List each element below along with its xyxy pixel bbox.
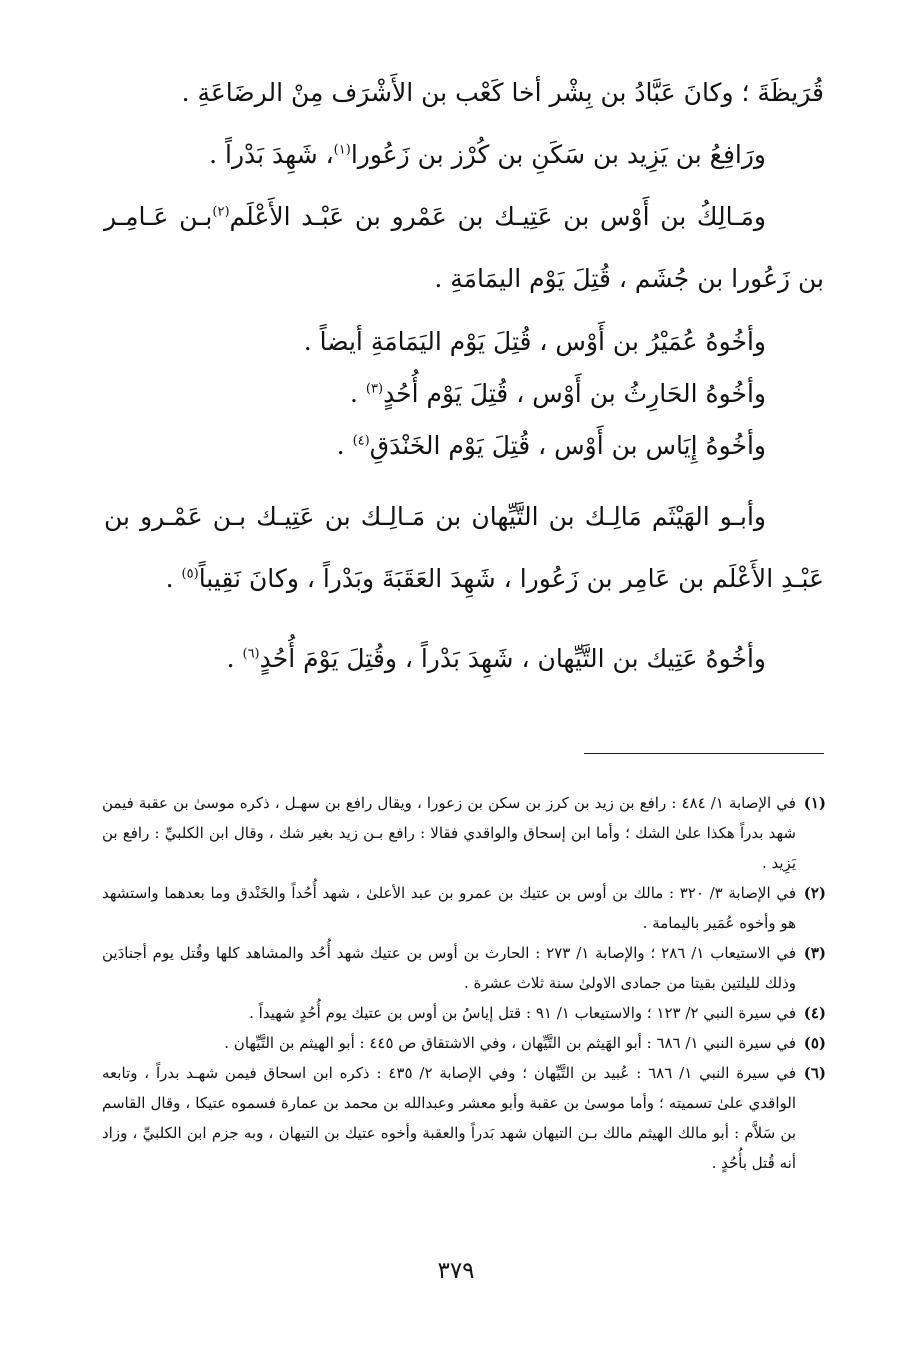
paragraph-text: وأخُوهُ عَتِيك بن التَّيِّهان ، شَهِدَ بَدْراً ، وقُتِلَ يَوْمَ أُحُدٍ: [259, 644, 766, 673]
footnote-4: [102, 998, 826, 1028]
paragraph-text-end: بـن عَـامِـر بن زَعُورا بن جُشَم ، قُتِلَ يَوْم اليمَامَةِ .: [104, 202, 824, 293]
paragraph-qurayza: [104, 62, 824, 124]
list-item-text: وأخُوهُ عُمَيْرُ بن أَوْس ، قُتِلَ يَوْم اليَمَامَةِ أيضاً .: [303, 327, 766, 356]
list-item: [104, 420, 766, 472]
footnote-ref[interactable]: (٢): [212, 204, 230, 220]
footnote-number: (١): [803, 794, 826, 812]
list-item-text: وأخُوهُ الحَارِثُ بن أَوْس ، قُتِلَ يَوْم أُحُدٍ: [383, 379, 766, 408]
list-item-text: وأخُوهُ إِيَاس بن أَوْس ، قُتِلَ يَوْم الخَنْدَقِ: [369, 431, 766, 460]
footnote-ref[interactable]: (٦): [242, 646, 260, 662]
footnote-2: [102, 878, 826, 938]
paragraph-rafi: [104, 124, 824, 186]
paragraph-text-end: .: [226, 644, 243, 673]
paragraph-text: ومَـالِكُ بن أَوْس بن عَتِيـك بن عَمْرو بن عَبْـد الأَعْلَم: [229, 202, 766, 231]
footnote-ref[interactable]: (٤): [352, 433, 370, 449]
footnote-text: في الإصابة ١/ ٤٨٤ : رافع بن زيد بن كرز بن سكن بن زعورا ، ويقال رافع بن سهـل ، ذكره موسىٰ بن عقبة فيمن شهد بدراً هكذا علىٰ الشك ؛ وأما ابن إسحاق والواقدي فقالا : رافع بـن زيد بغير شك ، وقال ابن الكلبيِّ : رافع بن يَزِيد .: [102, 794, 796, 872]
footnote-text: في سيرة النبي ١/ ٦٨٦ : عُبيد بن التَّيِّهان ؛ وفي الإصابة ٢/ ٤٣٥ : ذكره ابن اسحاق فيمن شهـد بدراً ، وتابعه الواقدي علىٰ تسميته ؛ وأما موسىٰ بن عقبة وأبو معشر وعبدالله بن محمد بن عمارة فسموه عتيكا ، وقال القاسم بن سَلاَّم : أبو مالك الهيثم مالك بـن التيهان شهد بَدراً والعقبة وأخوه عتيك بن التيهان ، وبه جزم ابن الكلبيِّ ، وزاد أنه قُتل بأُحُدٍ .: [102, 1064, 797, 1172]
footnote-text: في سيرة النبي ١/ ٦٨٦ : أبو الهَيثم بن التَّيِّهان ، وفي الاشتقاق ص ٤٤٥ : أبو الهيثم بن التَّيِّهان .: [224, 1034, 796, 1052]
list-item-text-end: .: [336, 431, 353, 460]
paragraph-text-end: ، شَهِدَ بَدْراً .: [209, 140, 334, 169]
footnote-divider: [584, 753, 824, 754]
footnote-ref[interactable]: (١): [333, 142, 351, 158]
list-item: [104, 368, 766, 420]
main-text-block: [104, 62, 824, 690]
list-item-text-end: .: [350, 379, 366, 408]
footnote-number: (٢): [803, 884, 826, 902]
paragraph-text: وأبـو الهَيْثَم مَالِـك بن التَّيِّهان بن مَـالِـك بن عَتِيـك بـن عَمْـرو بن عَبْـدِ الأَعْلَم بن عَامِر بن زَعُورا ، شَهِدَ العَقَبَةَ وبَدْراً ، وكانَ نَقِيباً: [104, 502, 824, 593]
footnote-1: [102, 788, 826, 878]
paragraph-text-end: .: [165, 564, 182, 593]
footnote-ref[interactable]: (٣): [365, 381, 384, 397]
footnote-number: (٤): [803, 1004, 826, 1022]
brothers-list: [104, 316, 824, 472]
footnote-text: في الاستيعاب ١/ ٢٨٦ ؛ والإصابة ١/ ٢٧٣ : الحارث بن أوس بن عتيك شهد أُحُد والمشاهد كلها وقُتل يوم أجنادَين وذلك لليلتين بقيتا من جمادى الاولىٰ سنة ثلاث عشرة .: [102, 944, 796, 992]
paragraph-abu-al-haytham: [104, 486, 824, 610]
paragraph-malik: [104, 186, 824, 310]
footnote-number: (٣): [803, 944, 826, 962]
footnotes-section: [102, 788, 826, 1178]
footnote-text: في الإصابة ٣/ ٣٢٠ : مالك بن أوس بن عتيك بن عمرو بن عبد الأعلىٰ ، شهد أُحُداً والخَنْدق وما بعدهما واستشهد هو وأخوه عُمَير باليمامة .: [102, 884, 796, 932]
paragraph-atik: [104, 628, 824, 690]
list-item: [104, 316, 766, 368]
footnote-text: في سيرة النبي ٢/ ١٢٣ ؛ والاستيعاب ١/ ٩١ : قتل إياسُ بن أوس بن عتيك يوم أُحُدٍ شهيداً .: [249, 1004, 796, 1022]
footnote-3: [102, 938, 826, 998]
footnote-number: (٦): [803, 1064, 826, 1082]
paragraph-text: قُرَيظَةَ ؛ وكانَ عَبَّادُ بن بِشْر أخا كَعْب بن الأَشْرَف مِنْ الرضَاعَةِ .: [181, 78, 824, 107]
footnote-ref[interactable]: (٥): [181, 566, 199, 582]
page-number: ٣٧٩: [437, 1258, 475, 1284]
paragraph-text: ورَافِعُ بن يَزِيد بن سَكَنِ بن كُرْز بن زَعُورا: [350, 140, 766, 169]
footnote-6: [102, 1058, 826, 1178]
footnote-5: [102, 1028, 826, 1058]
footnote-number: (٥): [803, 1034, 826, 1052]
